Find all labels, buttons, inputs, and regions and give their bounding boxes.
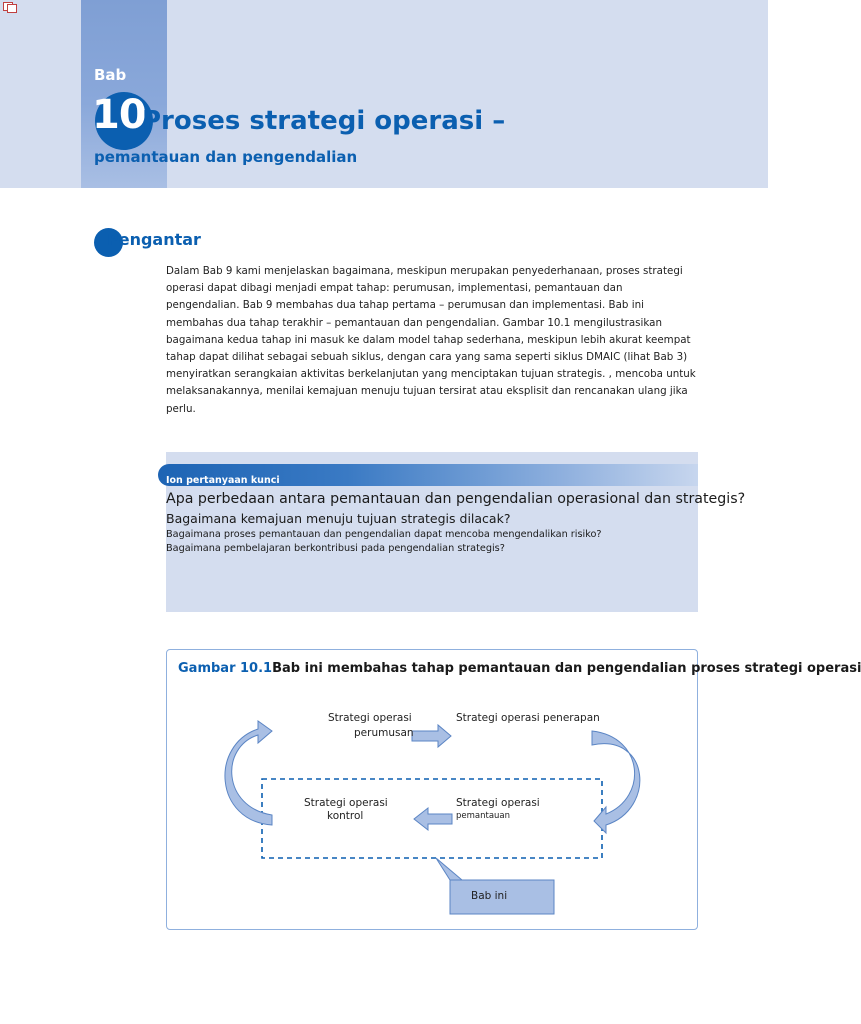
node-control-label: Strategi operasi — [304, 797, 388, 809]
node-monitoring-label: pemantauan — [456, 811, 511, 821]
curved-arrow-down-icon — [592, 731, 640, 833]
node-control-label: kontrol — [327, 810, 364, 822]
strategy-process-diagram — [166, 649, 696, 929]
key-question: Bagaimana proses pemantauan dan pengendalian dapat mencoba mengendalikan risiko? — [166, 529, 602, 540]
key-question: Bagaimana pembelajaran berkontribusi pada pengendalian strategis? — [166, 543, 505, 554]
arrow-left-icon — [414, 808, 452, 830]
intro-heading: Pengantar — [107, 230, 201, 249]
node-formulation-label: perumusan — [354, 727, 414, 739]
document-icon — [3, 2, 17, 13]
chapter-title: Proses strategi operasi – — [142, 106, 506, 136]
key-questions-label: Ion pertanyaan kunci — [166, 475, 280, 486]
key-question: Bagaimana kemajuan menuju tujuan strategis dilacak? — [166, 511, 511, 526]
chapter-label: Bab — [94, 66, 127, 84]
node-implementation-label: Strategi operasi penerapan — [456, 712, 600, 724]
key-question: Apa perbedaan antara pemantauan dan pengendalian operasional dan strategis? — [166, 491, 746, 507]
chapter-subtitle: pemantauan dan pengendalian — [94, 148, 358, 166]
node-monitoring-label: Strategi operasi — [456, 797, 540, 809]
node-formulation-label: Strategi operasi — [328, 712, 412, 724]
intro-paragraph: Dalam Bab 9 kami menjelaskan bagaimana, meskipun merupakan penyederhanaan, proses strategi operasi dapat dibagi menjadi empat tahap: perumusan, implementasi, pemantauan dan pengendalian. Bab 9 membahas dua tahap pertama – perumusan dan implementasi. Bab ini membahas dua tahap terakhir – pemantauan dan pengendalian. Gambar 10.1 mengilustrasikan bagaimana kedua tahap ini masuk ke dalam model tahap sederhana, meskipun lebih akurat keempat tahap dapat dilihat sebagai sebuah siklus, dengan cara yang sama seperti siklus DMAIC (lihat Bab 3) menyiratkan serangkaian aktivitas berkelanjutan yang menciptakan tujuan strategis. , mencoba untuk melaksanakannya, menilai kemajuan menuju tujuan tersirat atau eksplisit dan rencanakan ulang jika perlu. — [166, 265, 696, 415]
figure-title: Bab ini membahas tahap pemantauan dan pengendalian proses strategi operasi — [272, 661, 861, 676]
chapter-number: 10 — [92, 92, 146, 138]
callout-label: Bab ini — [471, 890, 508, 902]
arrow-right-icon — [412, 725, 451, 747]
curved-arrow-up-icon — [225, 721, 272, 825]
figure-label: Gambar 10.1 — [178, 661, 273, 676]
callout-pointer — [436, 858, 462, 880]
